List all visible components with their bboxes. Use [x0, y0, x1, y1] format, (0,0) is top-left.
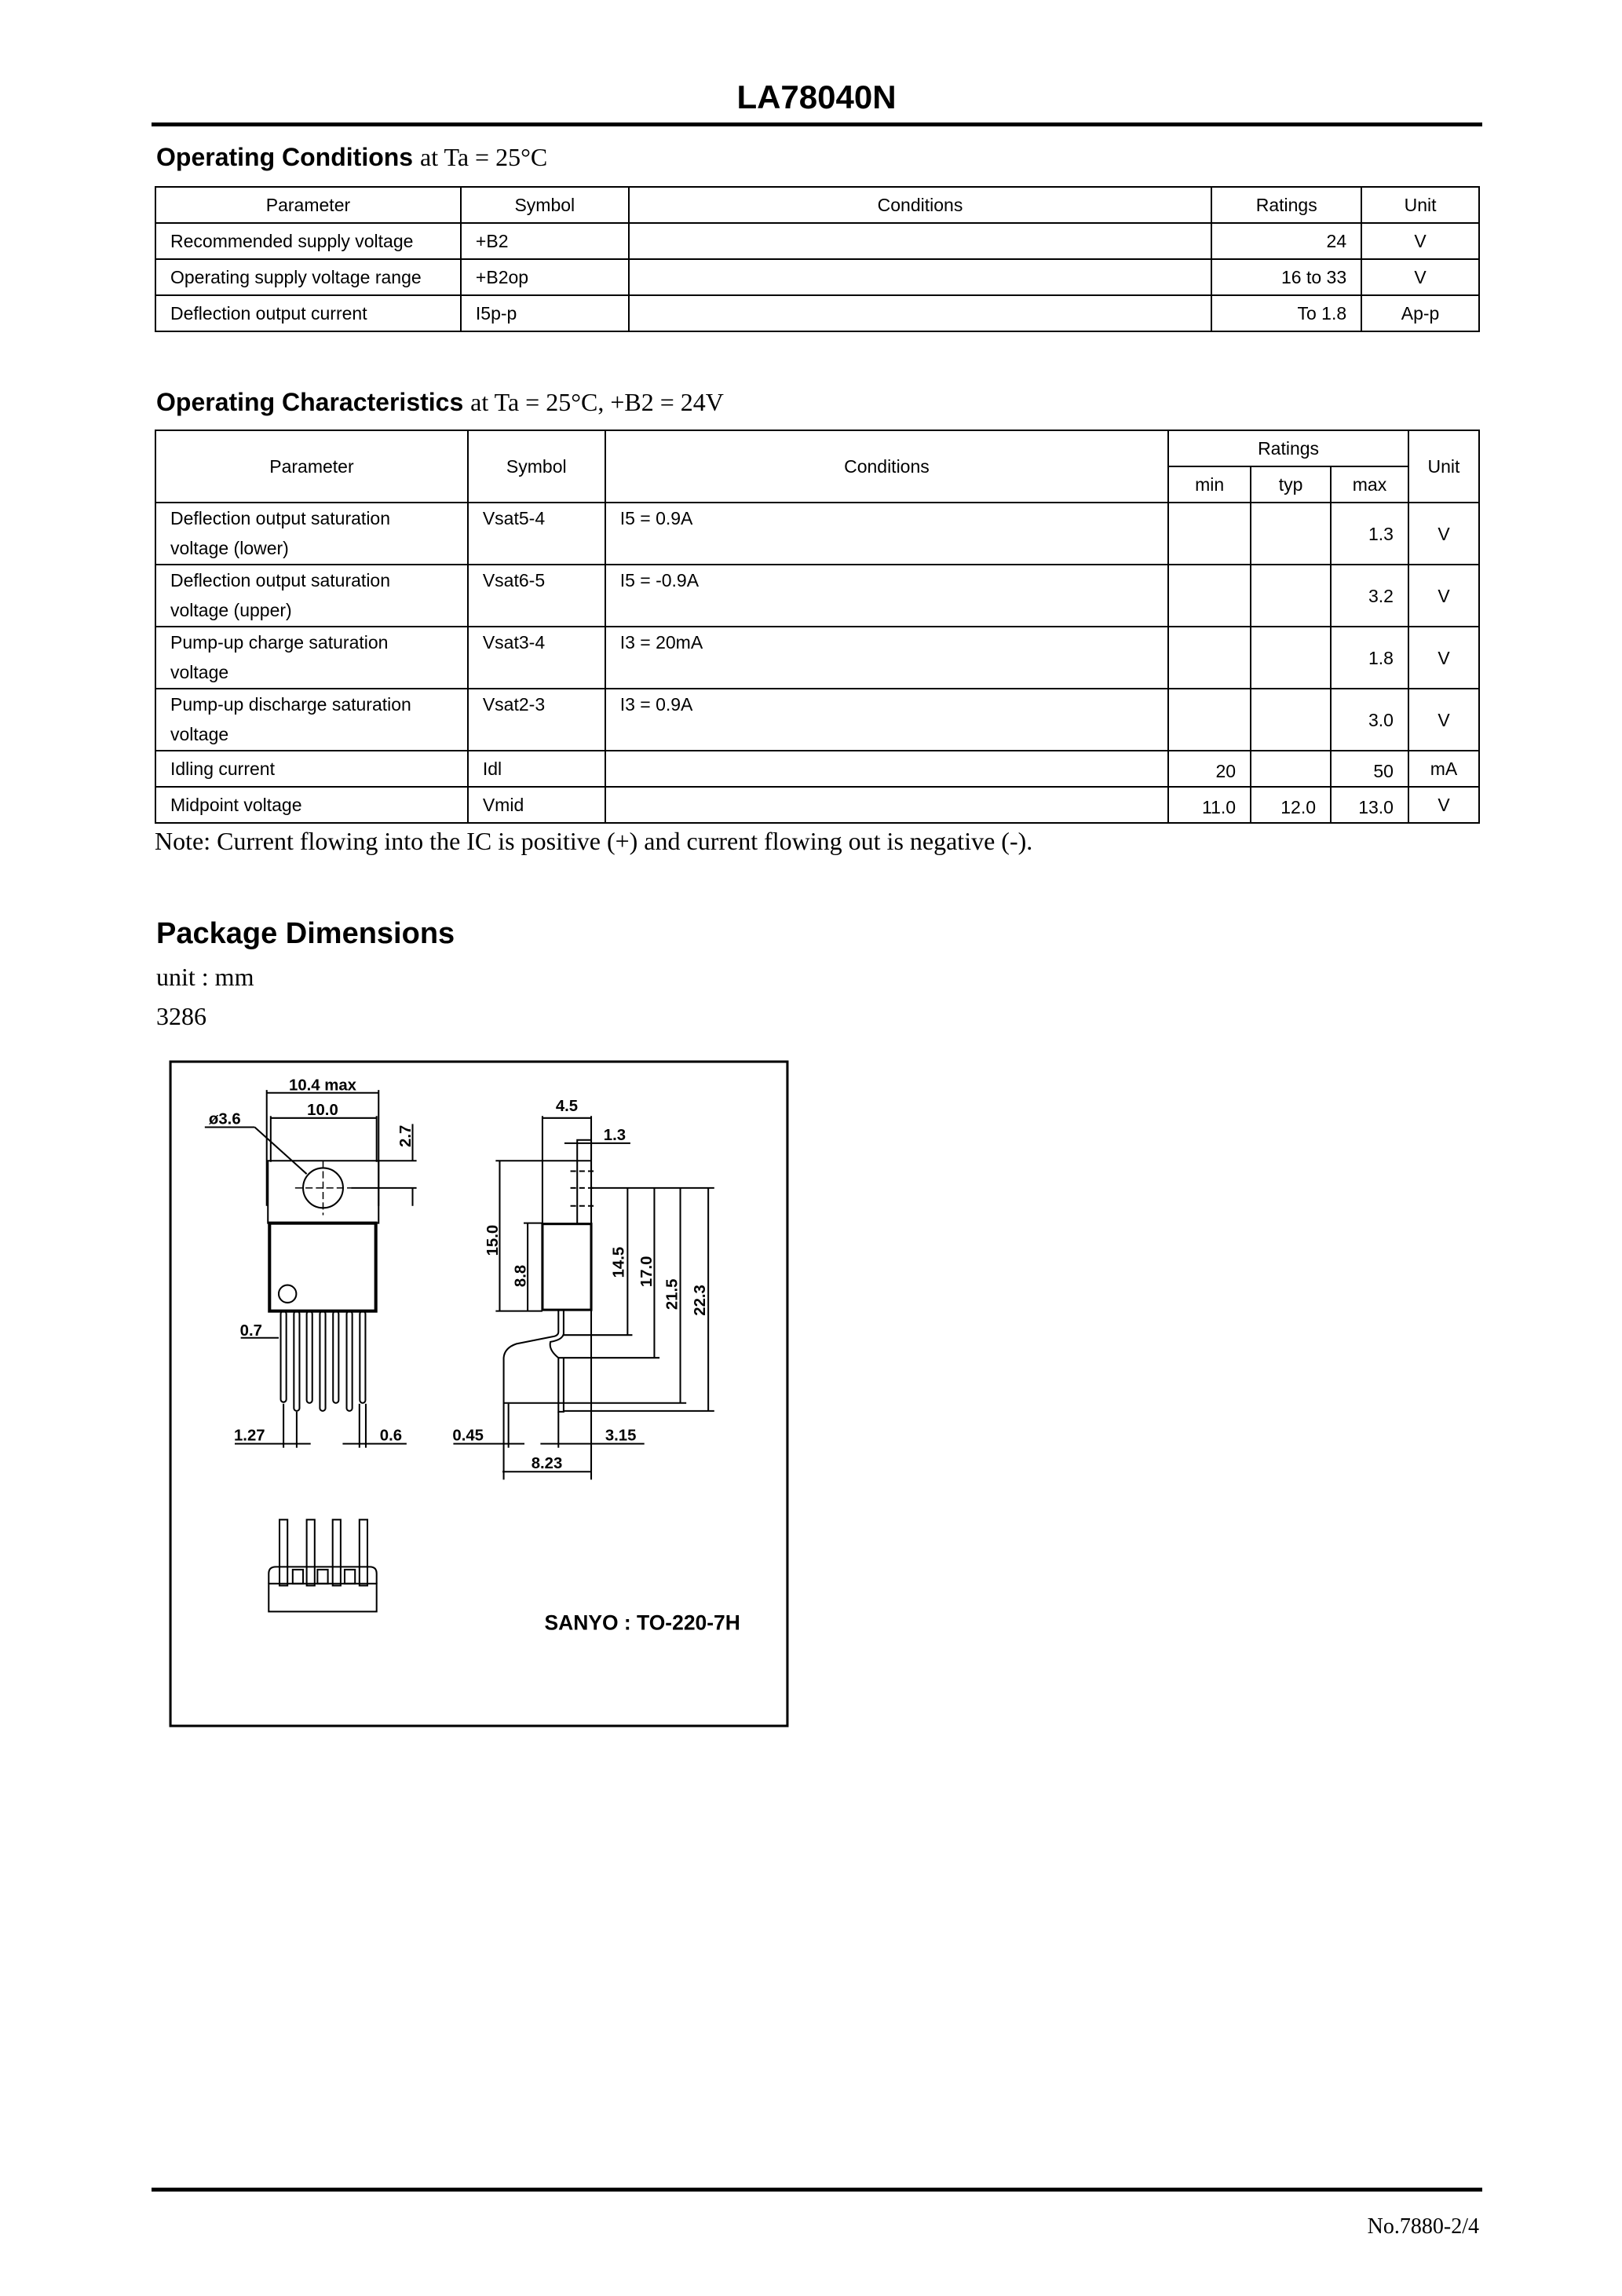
package-drawing: [169, 1060, 789, 1727]
header-cell: Symbol: [461, 187, 629, 223]
parameter-cell: [155, 565, 468, 627]
header-cell: max: [1331, 466, 1408, 503]
symbol-cell: Idl: [468, 751, 605, 787]
table-header-row: [155, 430, 1479, 466]
max-cell: 3.0: [1331, 689, 1408, 751]
symbol-cell: Vsat2-3: [468, 689, 605, 751]
parameter-cell: [155, 787, 468, 823]
unit-cell: mA: [1408, 751, 1479, 787]
dim-label: 0.45: [452, 1427, 484, 1445]
heading-suffix: at Ta = 25°C: [419, 143, 548, 171]
parameter-line: voltage (lower): [170, 538, 289, 558]
symbol-cell: +B2: [461, 223, 629, 259]
typ-cell: 12.0: [1251, 787, 1331, 823]
operating-conditions-table: [155, 186, 1480, 332]
ratings-cell: To 1.8: [1211, 295, 1361, 331]
operating-characteristics-heading: [156, 388, 724, 417]
typ-cell: [1251, 627, 1331, 689]
min-cell: [1168, 503, 1251, 565]
dim-label: 2.7: [396, 1124, 415, 1147]
parameter-cell: Operating supply voltage range: [155, 259, 461, 295]
table-header-row: [155, 187, 1479, 223]
symbol-cell: Vmid: [468, 787, 605, 823]
page-title: LA78040N: [736, 79, 897, 115]
min-cell: [1168, 627, 1251, 689]
dim-label: ø3.6: [208, 1110, 241, 1128]
conditions-cell: [605, 751, 1168, 787]
dim-label: 10.0: [307, 1102, 338, 1120]
note-text: Note: Current flowing into the IC is positive (+) and current flowing out is negative (-).: [155, 827, 1033, 855]
leads: [281, 1311, 366, 1411]
table-row: [155, 565, 1479, 627]
parameter-line: Pump-up discharge saturation: [170, 694, 411, 715]
header-cell: Parameter: [155, 187, 461, 223]
header-cell: Conditions: [605, 430, 1168, 503]
typ-cell: [1251, 751, 1331, 787]
unit-cell: V: [1408, 503, 1479, 565]
header-cell: min: [1168, 466, 1251, 503]
dim-label: 8.8: [512, 1264, 530, 1288]
bottom-view: [269, 1519, 376, 1611]
header-cell: Conditions: [629, 187, 1212, 223]
min-cell: [1168, 689, 1251, 751]
unit-cell: V: [1408, 787, 1479, 823]
package-type-label: SANYO : TO-220-7H: [544, 1610, 740, 1635]
ratings-cell: 16 to 33: [1211, 259, 1361, 295]
parameter-line: voltage (upper): [170, 600, 292, 620]
table-row: [155, 751, 1479, 787]
unit-cell: V: [1361, 223, 1479, 259]
typ-cell: [1251, 689, 1331, 751]
table-row: [155, 295, 1479, 331]
max-cell: 13.0: [1331, 787, 1408, 823]
operating-conditions-heading: [156, 143, 547, 172]
conditions-cell: [605, 787, 1168, 823]
max-cell: 1.8: [1331, 627, 1408, 689]
header-cell: Unit: [1361, 187, 1479, 223]
footer-rule: [152, 2188, 1482, 2192]
page-number: No.7880-2/4: [1367, 2214, 1479, 2239]
conditions-cell: I3 = 0.9A: [605, 689, 1168, 751]
dim-label: 22.3: [692, 1285, 710, 1316]
max-cell: 1.3: [1331, 503, 1408, 565]
table-row: [155, 259, 1479, 295]
header-cell: Unit: [1408, 430, 1479, 503]
package-dimensions-heading: Package Dimensions: [156, 917, 455, 950]
unit-cell: V: [1408, 565, 1479, 627]
parameter-cell: [155, 751, 468, 787]
dim-label: 14.5: [610, 1246, 628, 1278]
table-row: [155, 503, 1479, 565]
dim-label: 1.27: [233, 1427, 265, 1445]
parameter-line: Idling current: [170, 759, 275, 779]
conditions-cell: I5 = 0.9A: [605, 503, 1168, 565]
conditions-cell: [629, 223, 1212, 259]
operating-characteristics-table: [155, 430, 1480, 824]
conditions-cell: [629, 259, 1212, 295]
parameter-line: Midpoint voltage: [170, 795, 302, 815]
conditions-cell: I5 = -0.9A: [605, 565, 1168, 627]
parameter-cell: Deflection output current: [155, 295, 461, 331]
symbol-cell: Vsat3-4: [468, 627, 605, 689]
dim-label: 1.3: [603, 1126, 627, 1144]
parameter-cell: [155, 627, 468, 689]
parameter-line: Deflection output saturation: [170, 570, 391, 590]
header-cell: Ratings: [1211, 187, 1361, 223]
symbol-cell: +B2op: [461, 259, 629, 295]
parameter-cell: [155, 689, 468, 751]
header-cell: Ratings: [1168, 430, 1408, 466]
min-cell: [1168, 565, 1251, 627]
unit-cell: V: [1408, 627, 1479, 689]
parameter-line: Deflection output saturation: [170, 508, 391, 528]
max-cell: 3.2: [1331, 565, 1408, 627]
header-cell: typ: [1251, 466, 1331, 503]
symbol-cell: I5p-p: [461, 295, 629, 331]
dim-label: 0.7: [239, 1322, 262, 1340]
symbol-cell: Vsat5-4: [468, 503, 605, 565]
dim-label: 8.23: [531, 1455, 563, 1473]
parameter-line: Pump-up charge saturation: [170, 632, 389, 653]
max-cell: 50: [1331, 751, 1408, 787]
table-row: [155, 787, 1479, 823]
heading-text: Operating Conditions: [156, 143, 414, 171]
parameter-line: voltage: [170, 724, 229, 744]
front-view: [205, 1090, 417, 1448]
conditions-cell: I3 = 20mA: [605, 627, 1168, 689]
symbol-cell: Vsat6-5: [468, 565, 605, 627]
heading-text: Operating Characteristics: [156, 388, 464, 416]
conditions-cell: [629, 295, 1212, 331]
min-cell: 20: [1168, 751, 1251, 787]
heading-suffix: at Ta = 25°C, +B2 = 24V: [470, 388, 724, 416]
table-row: [155, 223, 1479, 259]
parameter-cell: [155, 503, 468, 565]
unit-cell: Ap-p: [1361, 295, 1479, 331]
dim-label: 10.4 max: [289, 1077, 356, 1095]
typ-cell: [1251, 565, 1331, 627]
typ-cell: [1251, 503, 1331, 565]
header-cell: Symbol: [468, 430, 605, 503]
header-rule: [152, 122, 1482, 126]
unit-cell: V: [1361, 259, 1479, 295]
dim-label: 15.0: [484, 1224, 502, 1256]
parameter-cell: Recommended supply voltage: [155, 223, 461, 259]
dim-label: 3.15: [605, 1427, 637, 1445]
unit-label: unit : mm: [156, 963, 254, 991]
header-cell: Parameter: [155, 430, 468, 503]
dim-label: 21.5: [663, 1278, 681, 1311]
dim-label: 17.0: [637, 1256, 656, 1288]
table-row: [155, 627, 1479, 689]
ratings-cell: 24: [1211, 223, 1361, 259]
dim-label: 0.6: [379, 1427, 403, 1445]
parameter-line: voltage: [170, 662, 229, 682]
package-code: 3286: [156, 1002, 206, 1030]
table-row: [155, 689, 1479, 751]
min-cell: 11.0: [1168, 787, 1251, 823]
dim-label: 4.5: [555, 1098, 579, 1116]
unit-cell: V: [1408, 689, 1479, 751]
